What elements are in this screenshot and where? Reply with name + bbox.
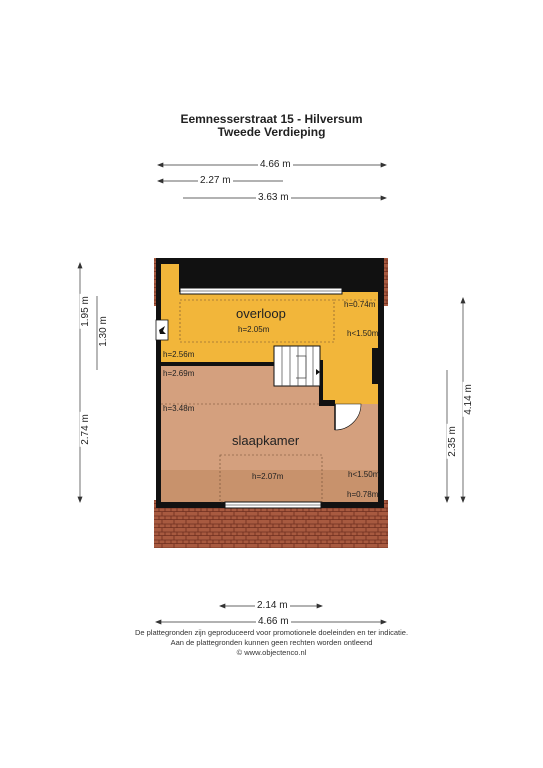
- overloop-height-right: h<1.50m: [347, 329, 379, 338]
- copyright-line: © www.objectenco.nl: [236, 648, 307, 657]
- overloop-height-top-right: h=0.74m: [344, 300, 376, 309]
- plan-title: Eemnesserstraat 15 - Hilversum: [180, 112, 363, 126]
- floor-name: Tweede Verdieping: [217, 125, 326, 139]
- dim-bottom-total: 4.66 m: [258, 616, 289, 627]
- overloop-height-center: h=2.05m: [238, 325, 270, 334]
- dim-top-left: 2.27 m: [200, 175, 231, 186]
- dim-right-total: 4.14 m: [462, 384, 474, 415]
- dim-top-total: 4.66 m: [260, 159, 291, 170]
- disclaimer-line-1: De plattegronden zijn geproduceerd voor promotionele doeleinden en ter indicatie.: [134, 628, 409, 637]
- dim-left-inner: 1.30 m: [97, 316, 109, 347]
- dim-bottom-inner: 2.14 m: [257, 600, 288, 611]
- dim-right-inner: 2.35 m: [446, 426, 458, 457]
- slaapkamer-height-mid-left: h=3.48m: [163, 404, 195, 413]
- slaapkamer-height-top-left: h=2.69m: [163, 369, 195, 378]
- slaapkamer-height-center: h=2.07m: [252, 472, 284, 481]
- room-name-slaapkamer: slaapkamer: [232, 433, 300, 448]
- slaapkamer-height-right: h<1.50m: [348, 470, 380, 479]
- dim-left-upper: 1.95 m: [79, 296, 91, 327]
- dim-top-right: 3.63 m: [258, 192, 289, 203]
- dim-left-lower: 2.74 m: [79, 414, 91, 445]
- overloop-height-bottom-left: h=2.56m: [163, 350, 195, 359]
- slaapkamer-height-bottom-right: h=0.78m: [347, 490, 379, 499]
- room-name-overloop: overloop: [236, 306, 286, 321]
- disclaimer-line-2: Aan de plattegronden kunnen geen rechten worden ontleend: [170, 638, 373, 647]
